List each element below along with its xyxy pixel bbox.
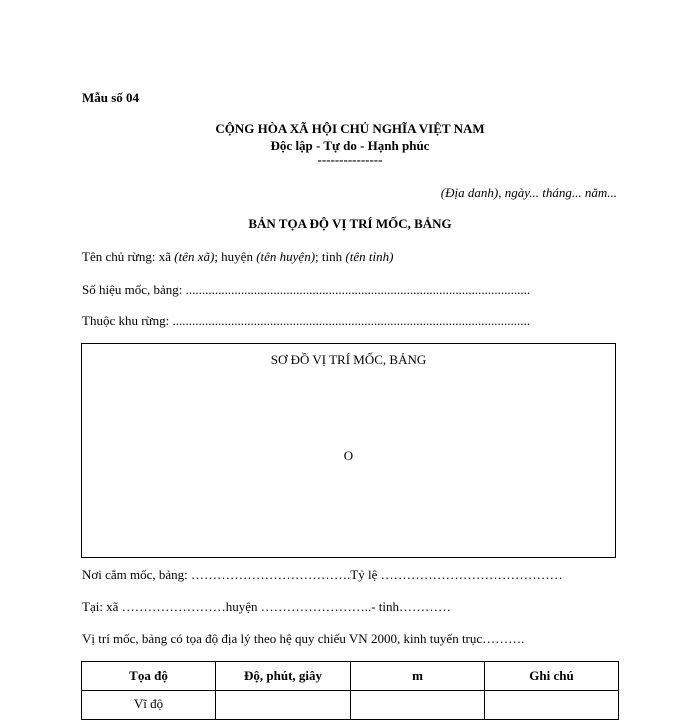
marker-id-line: Số hiệu mốc, bảng: ..........................................................................................................: [82, 282, 531, 297]
table-cell: [216, 691, 351, 720]
district-label: ; huyện: [214, 249, 257, 264]
separator-line: ---------------: [317, 152, 383, 167]
location-line: Tại: xã ……………………huyện ……………………..- tỉnh…………: [82, 599, 452, 614]
diagram-title: SƠ ĐỒ VỊ TRÍ MỐC, BẢNG: [270, 352, 427, 367]
national-title: CỘNG HÒA XÃ HỘI CHỦ NGHĨA VIỆT NAM: [215, 121, 485, 136]
latitude-label: Vĩ độ: [133, 696, 164, 711]
national-motto: Độc lập - Tự do - Hạnh phúc: [270, 138, 430, 153]
table-cell: [351, 691, 485, 720]
coordinates-table: [81, 661, 619, 720]
document-title: BẢN TỌA ĐỘ VỊ TRÍ MỐC, BẢNG: [248, 216, 452, 231]
forest-area-line: Thuộc khu rừng: ..............................................................................................................: [82, 313, 530, 328]
province-placeholder: (tên tỉnh): [345, 249, 394, 264]
district-placeholder: (tên huyện): [256, 249, 316, 264]
location-diagram-box: [81, 343, 616, 558]
owner-line-prefix: Tên chủ rừng: xã: [82, 249, 175, 264]
owner-line: [82, 249, 393, 265]
table-row: [82, 691, 619, 720]
table-header-row: [82, 662, 619, 691]
coordinate-note: Vị trí mốc, bảng có tọa độ địa lý theo hệ quy chiếu VN 2000, kinh tuyến trục……….: [82, 631, 525, 646]
placement-line: Nơi cắm mốc, bảng: ……………………………….Tỷ lệ ……………………………………: [82, 567, 563, 582]
column-header-notes: Ghi chú: [485, 662, 619, 691]
place-date: (Địa danh), ngày... tháng... năm...: [440, 185, 617, 200]
column-header-dms: Độ, phút, giây: [216, 662, 351, 691]
commune-placeholder: (tên xã): [174, 249, 215, 264]
column-header-coordinate: Tọa độ: [82, 662, 216, 691]
column-header-meters: m: [351, 662, 485, 691]
form-number: Mẫu số 04: [82, 90, 140, 105]
table-cell: [82, 691, 216, 720]
province-label: ; tỉnh: [315, 249, 346, 264]
table-cell: [485, 691, 619, 720]
marker-symbol: O: [343, 448, 354, 463]
